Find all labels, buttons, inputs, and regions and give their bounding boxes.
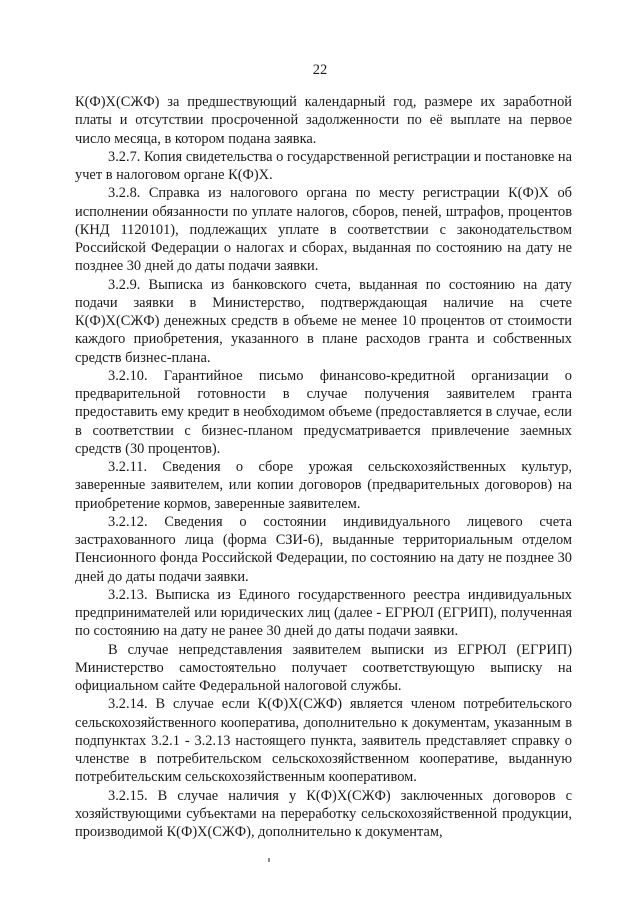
scan-artifact-mark [268,858,270,862]
page-number: 22 [312,62,328,78]
paragraph-continuation: К(Ф)Х(СЖФ) за предшествующий календарный год, размере их заработной платы и отсутствии просроченной задолженности по её выплате на первое число месяца, в котором подана заявка. [75,94,572,147]
paragraph-3-2-7: 3.2.7. Копия свидетельства о государственной регистрации и постановке на учет в налоговом органе К(Ф)Х. [75,148,572,183]
paragraph-3-2-11: 3.2.11. Сведения о сборе урожая сельскохозяйственных культур, заверенные заявителем, или копии договоров (предварительных договоров) на приобретение кормов, заверенные заявителем. [75,459,572,512]
paragraph-3-2-13: 3.2.13. Выписка из Единого государственного реестра индивидуальных предпринимателей или юридических лиц (далее - ЕГРЮЛ (ЕГРИП), полученная по состоянию на дату не ранее 30 дней до даты подачи заявки. [75,586,572,640]
paragraph-3-2-8: 3.2.8. Справка из налогового органа по месту регистрации К(Ф)Х об исполнении обязанности по уплате налогов, сборов, пеней, штрафов, процентов (КНД 1120101), подлежащих уплате в соответствии с законодательством Российской Федерации о налогах и сборах, выданная по состоянию на дату не позднее 30 дней до даты подачи заявки. [75,185,572,275]
document-body [75,93,572,841]
paragraph-3-2-10: 3.2.10. Гарантийное письмо финансово-кредитной организации о предварительной готовности в случае получения заявителем гранта предоставить ему кредит в необходимом объеме (предоставляется в случае, если в соответствии с бизнес-планом предусматривается привлечение заемных средств (30 процентов). [75,367,572,457]
paragraph-3-2-14: 3.2.14. В случае если К(Ф)Х(СЖФ) является членом потребительского сельскохозяйственного кооператива, дополнительно к документам, указанным в подпунктах 3.2.1 - 3.2.13 настоящего пункта, заявитель представляет справку о членстве в потребительском сельскохозяйственном кооперативе, выданную потребительским сельскохозяйственным кооперативом. [75,696,572,786]
paragraph-3-2-12: 3.2.12. Сведения о состоянии индивидуального лицевого счета застрахованного лица (форма СЗИ-6), выданные территориальным отделом Пенсионного фонда Российской Федерации, по состоянию на дату не позднее 30 дней до даты подачи заявки. [75,513,572,585]
paragraph-3-2-15: 3.2.15. В случае наличия у К(Ф)Х(СЖФ) заключенных договоров с хозяйствующими субъектами на переработку сельскохозяйственной продукции, производимой К(Ф)Х(СЖФ), дополнительно к документам, [75,787,572,840]
paragraph-3-2-9: 3.2.9. Выписка из банковского счета, выданная по состоянию на дату подачи заявки в Министерство, подтверждающая наличие на счете К(Ф)Х(СЖФ) денежных средств в объеме не менее 10 процентов от стоимости каждого приобретения, указанного в плане расходов гранта и собственных средств бизнес-плана. [75,276,572,366]
paragraph-egrul-note: В случае непредставления заявителем выписки из ЕГРЮЛ (ЕГРИП) Министерство самостоятельно получает соответствующую выписку на официальном сайте Федеральной налоговой службы. [75,641,572,694]
